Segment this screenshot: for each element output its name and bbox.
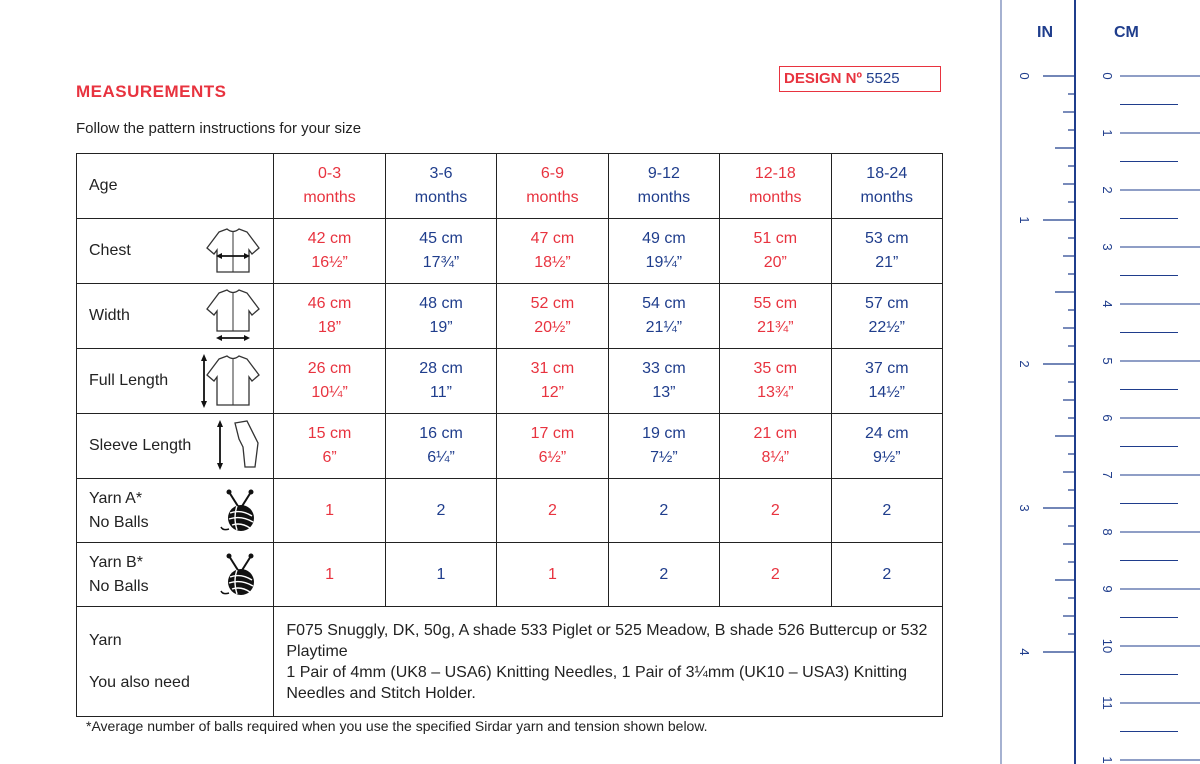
age-label-cell (77, 154, 274, 219)
full-length-label-cell (77, 349, 274, 414)
ruler-cm-number: 1 (1100, 756, 1115, 764)
row-label: Yarn B* No Balls (89, 553, 149, 595)
yarn-a-value: 2 (608, 479, 719, 543)
yarn-b-value: 1 (385, 543, 496, 607)
full-length-value: 35 cm 13¾” (720, 349, 831, 414)
yarn-info-label-cell (77, 607, 274, 717)
ruler-cm-number: 9 (1100, 585, 1115, 593)
measurements-table (76, 153, 943, 717)
full-length-value: 33 cm 13” (608, 349, 719, 414)
size-header: 0-3 months (274, 154, 385, 219)
yarn-ball-icon (219, 553, 261, 597)
ruler-cm-number: 3 (1100, 243, 1115, 251)
ruler-cm-label: CM (1114, 24, 1139, 41)
age-row (77, 154, 943, 219)
sleeve-measure-icon (215, 419, 261, 473)
yarn-b-value: 1 (274, 543, 385, 607)
ruler-cm-number: 1 (1100, 129, 1115, 137)
full-length-row (77, 349, 943, 414)
row-label: Chest (89, 242, 131, 259)
yarn-a-value: 2 (385, 479, 496, 543)
yarn-label: Yarn (89, 631, 122, 649)
yarn-b-label-cell (77, 543, 274, 607)
page-title: MEASUREMENTS (76, 82, 227, 101)
ruler (1000, 0, 1200, 764)
yarn-text: F075 Snuggly, DK, 50g, A shade 533 Piglet or 525 Meadow, B shade 526 Buttercup or 532 Playtime (286, 621, 928, 660)
sleeve-length-value: 19 cm 7½” (608, 414, 719, 479)
width-measure-icon (205, 289, 261, 343)
full-length-value: 28 cm 11” (385, 349, 496, 414)
sleeve-length-value: 16 cm 6¼” (385, 414, 496, 479)
yarn-info-row (77, 607, 943, 717)
need-text: 1 Pair of 4mm (UK8 – USA6) Knitting Needles, 1 Pair of 3¼mm (UK10 – USA3) Knitting Needles and Stitch Holder. (286, 663, 908, 702)
size-header: 18-24 months (831, 154, 942, 219)
size-header: 3-6 months (385, 154, 496, 219)
ruler-cm-number: 2 (1100, 186, 1115, 194)
size-header: 6-9 months (497, 154, 608, 219)
yarn-ball-icon (219, 489, 261, 533)
need-label: You also need (89, 673, 190, 691)
full-length-value: 31 cm 12” (497, 349, 608, 414)
ruler-cm-number: 11 (1100, 696, 1115, 710)
sleeve-length-value: 17 cm 6½” (497, 414, 608, 479)
ruler-inch-number: 3 (1017, 504, 1032, 512)
sleeve-length-row (77, 414, 943, 479)
chest-value: 47 cm 18½” (497, 219, 608, 284)
width-value: 57 cm 22½” (831, 284, 942, 349)
width-value: 54 cm 21¼” (608, 284, 719, 349)
ruler-cm-number: 10 (1100, 638, 1115, 654)
chest-value: 49 cm 19¼” (608, 219, 719, 284)
chest-value: 45 cm 17¾” (385, 219, 496, 284)
full-length-value: 37 cm 14½” (831, 349, 942, 414)
ruler-inch-number: 2 (1017, 360, 1032, 368)
ruler-scale (1000, 0, 1200, 764)
yarn-b-value: 1 (497, 543, 608, 607)
ruler-inch-number: 1 (1017, 216, 1032, 224)
yarn-b-value: 2 (720, 543, 831, 607)
row-label: Full Length (89, 372, 169, 389)
chest-measure-icon (205, 226, 261, 276)
size-header: 12-18 months (720, 154, 831, 219)
width-value: 48 cm 19” (385, 284, 496, 349)
sleeve-length-value: 24 cm 9½” (831, 414, 942, 479)
page-subtitle: Follow the pattern instructions for your size (76, 120, 362, 137)
full-length-value: 26 cm 10¼” (274, 349, 385, 414)
width-value: 55 cm 21¾” (720, 284, 831, 349)
ruler-cm-number: 8 (1100, 528, 1115, 536)
ruler-cm-number: 5 (1100, 357, 1115, 365)
size-header: 9-12 months (608, 154, 719, 219)
footnote: *Average number of balls required when you use the specified Sirdar yarn and tension shown below. (86, 718, 708, 734)
yarn-b-value: 2 (831, 543, 942, 607)
sleeve-length-label-cell (77, 414, 274, 479)
width-value: 46 cm 18” (274, 284, 385, 349)
yarn-a-value: 2 (831, 479, 942, 543)
yarn-a-value: 2 (497, 479, 608, 543)
chest-value: 51 cm 20” (720, 219, 831, 284)
sleeve-length-value: 15 cm 6” (274, 414, 385, 479)
yarn-a-value: 2 (720, 479, 831, 543)
yarn-a-value: 1 (274, 479, 385, 543)
sleeve-length-value: 21 cm 8¼” (720, 414, 831, 479)
ruler-cm-number: 4 (1100, 300, 1115, 308)
design-number: 5525 (866, 70, 900, 87)
row-label: Yarn A* No Balls (89, 489, 149, 531)
ruler-cm-number: 6 (1100, 414, 1115, 422)
yarn-info-cell (274, 607, 943, 717)
design-number-box (779, 66, 941, 92)
chest-value: 53 cm 21” (831, 219, 942, 284)
yarn-b-row (77, 543, 943, 607)
width-value: 52 cm 20½” (497, 284, 608, 349)
design-label: DESIGN Nº (784, 70, 862, 87)
yarn-a-row (77, 479, 943, 543)
chest-row (77, 219, 943, 284)
ruler-cm-number: 0 (1100, 72, 1115, 80)
ruler-inch-number: 4 (1017, 648, 1032, 656)
row-label: Sleeve Length (89, 437, 192, 454)
ruler-in-label: IN (1037, 24, 1053, 41)
width-label-cell (77, 284, 274, 349)
chest-label-cell (77, 219, 274, 284)
chest-value: 42 cm 16½” (274, 219, 385, 284)
row-label: Width (89, 307, 130, 324)
width-row (77, 284, 943, 349)
age-label: Age (89, 177, 118, 194)
length-measure-icon (199, 353, 261, 409)
ruler-inch-number: 0 (1017, 72, 1032, 80)
ruler-cm-number: 7 (1100, 471, 1115, 479)
yarn-a-label-cell (77, 479, 274, 543)
yarn-b-value: 2 (608, 543, 719, 607)
